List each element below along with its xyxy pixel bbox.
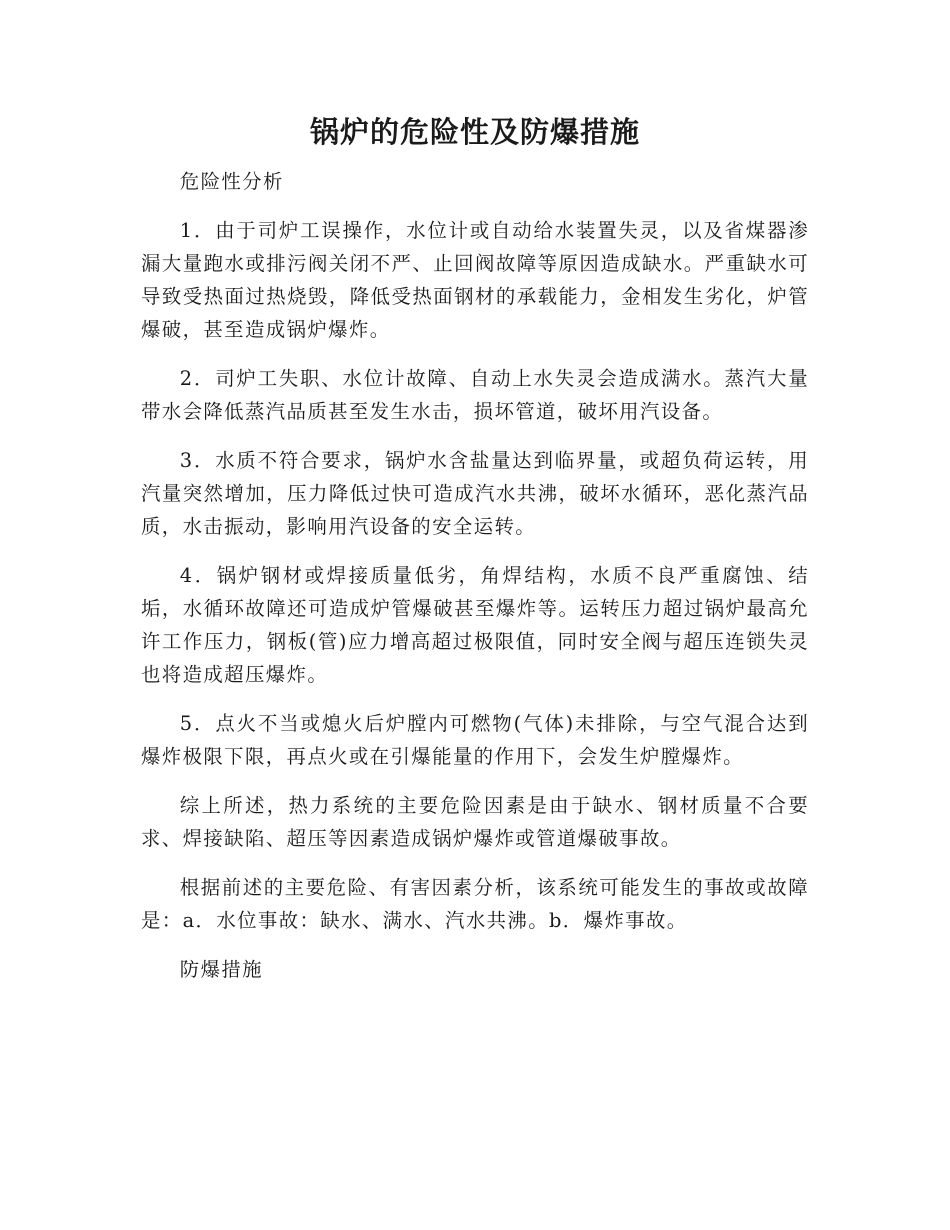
- section-heading-explosion-prevention: 防爆措施: [179, 958, 263, 981]
- paragraph-4: 4．锅炉钢材或焊接质量低劣，角焊结构，水质不良严重腐蚀、结垢，水循环故障还可造成炉管爆破甚至爆炸等。运转压力超过锅炉最高允许工作压力，钢板(管)应力增高超过极限值，同时安全阀与超压连锁失灵也将造成超压爆炸。: [141, 564, 809, 686]
- paragraph-3: 3．水质不符合要求，锅炉水含盐量达到临界量，或超负荷运转，用汽量突然增加，压力降低过快可造成汽水共沸，破坏水循环，恶化蒸汽品质，水击振动，影响用汽设备的安全运转。: [141, 449, 809, 538]
- paragraph-5: 5．点火不当或熄火后炉膛内可燃物(气体)未排除，与空气混合达到爆炸极限下限，再点火或在引爆能量的作用下，会发生炉膛爆炸。: [141, 712, 809, 768]
- paragraph-2: 2．司炉工失职、水位计故障、自动上水失灵会造成满水。蒸汽大量带水会降低蒸汽品质甚至发生水击，损坏管道，破坏用汽设备。: [141, 367, 809, 423]
- summary-paragraph: 综上所述，热力系统的主要危险因素是由于缺水、钢材质量不合要求、焊接缺陷、超压等因素造成锅炉爆炸或管道爆破事故。: [141, 794, 809, 850]
- accident-types-paragraph: 根据前述的主要危险、有害因素分析，该系统可能发生的事故或故障是：a．水位事故：缺水、满水、汽水共沸。b．爆炸事故。: [141, 876, 809, 932]
- document-title: 锅炉的危险性及防爆措施: [309, 115, 640, 149]
- document-body: [141, 165, 809, 1002]
- section-heading-hazard-analysis: 危险性分析: [179, 170, 284, 193]
- paragraph-1: 1．由于司炉工误操作，水位计或自动给水装置失灵，以及省煤器渗漏大量跑水或排污阀关闭不严、止回阀故障等原因造成缺水。严重缺水可导致受热面过热烧毁，降低受热面钢材的承载能力，金相发生劣化，炉管爆破，甚至造成锅炉爆炸。: [141, 219, 809, 341]
